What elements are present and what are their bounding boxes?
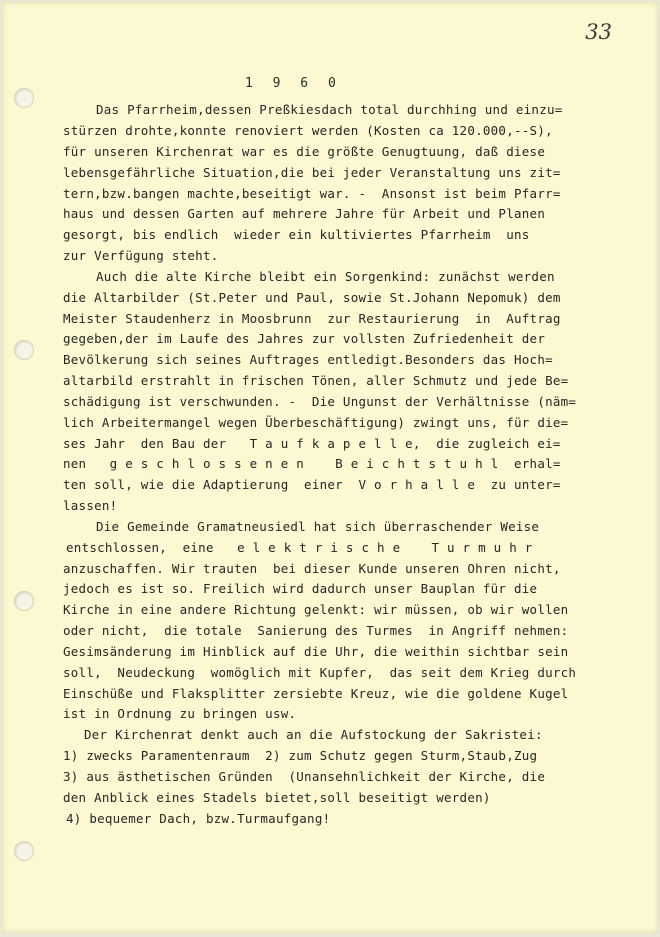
text-line: anzuschaffen. Wir trauten bei dieser Kunde unseren Ohren nicht, xyxy=(63,561,561,576)
text-line: Einschüße und Flaksplitter zersiebte Kreuz, wie die goldene Kugel xyxy=(63,686,569,701)
text-line: 3) aus ästhetischen Gründen (Unansehnlichkeit der Kirche, die xyxy=(63,769,546,784)
text-line: Gesimsänderung im Hinblick auf die Uhr, die weithin sichtbar sein xyxy=(63,644,569,659)
text-line: soll, Neudeckung womöglich mit Kupfer, das seit dem Krieg durch xyxy=(63,665,577,680)
text-line: tern,bzw.bangen machte,beseitigt war. - Ansonst ist beim Pfarr= xyxy=(63,186,561,201)
text-line: ten soll, wie die Adaptierung einer V o r h a l l e zu unter= xyxy=(63,477,561,492)
text-line: gegeben,der im Laufe des Jahres zur vollsten Zufriedenheit der xyxy=(63,331,546,346)
text-line: Meister Staudenherz in Moosbrunn zur Restaurierung in Auftrag xyxy=(63,311,561,326)
text-line: ses Jahr den Bau der T a u f k a p e l l e, die zugleich ei= xyxy=(63,436,561,451)
text-line: haus und dessen Garten auf mehrere Jahre für Arbeit und Planen xyxy=(63,206,546,221)
punch-hole xyxy=(14,841,34,861)
text-line: gesorgt, bis endlich wieder ein kultiviertes Pfarrheim uns xyxy=(63,227,530,242)
text-line: 4) bequemer Dach, bzw.Turmaufgang! xyxy=(66,811,331,826)
text-line: Kirche in eine andere Richtung gelenkt: wir müssen, ob wir wollen xyxy=(63,602,569,617)
text-line: Auch die alte Kirche bleibt ein Sorgenkind: zunächst werden xyxy=(96,269,555,284)
text-line: den Anblick eines Stadels bietet,soll beseitigt werden) xyxy=(63,790,491,805)
text-line: 1) zwecks Paramentenraum 2) zum Schutz gegen Sturm,Staub,Zug xyxy=(63,748,538,763)
text-line: entschlossen, eine e l e k t r i s c h e T u r m u h r xyxy=(66,540,533,555)
text-line: lebensgefährliche Situation,die bei jeder Veranstaltung uns zit= xyxy=(63,165,561,180)
text-line: schädigung ist verschwunden. - Die Ungunst der Verhältnisse (näm= xyxy=(63,394,577,409)
text-line: altarbild erstrahlt in frischen Tönen, aller Schmutz und jede Be= xyxy=(63,373,569,388)
text-line: stürzen drohte,konnte renoviert werden (Kosten ca 120.000,--S), xyxy=(63,123,553,138)
text-line: die Altarbilder (St.Peter und Paul, sowie St.Johann Nepomuk) dem xyxy=(63,290,561,305)
year-heading: 1 9 6 0 xyxy=(245,76,342,91)
punch-hole xyxy=(14,88,34,108)
text-line: Der Kirchenrat denkt auch an die Aufstockung der Sakristei: xyxy=(84,727,543,742)
text-line: Bevölkerung sich seines Auftrages entledigt.Besonders das Hoch= xyxy=(63,352,553,367)
text-line: lich Arbeitermangel wegen Überbeschäftigung) zwingt uns, für die= xyxy=(63,415,569,430)
page-number: 33 xyxy=(585,20,612,44)
text-line: für unseren Kirchenrat war es die größte Genugtuung, daß diese xyxy=(63,144,546,159)
text-line: ist in Ordnung zu bringen usw. xyxy=(63,706,297,721)
text-line: nen g e s c h l o s s e n e n B e i c h t s t u h l erhal= xyxy=(63,456,561,471)
text-line: oder nicht, die totale Sanierung des Turmes in Angriff nehmen: xyxy=(63,623,569,638)
punch-hole xyxy=(14,340,34,360)
text-line: jedoch es ist so. Freilich wird dadurch unser Bauplan für die xyxy=(63,581,538,596)
text-line: lassen! xyxy=(63,498,118,513)
punch-hole xyxy=(14,591,34,611)
document-page xyxy=(2,2,658,933)
text-line: Die Gemeinde Gramatneusiedl hat sich überraschender Weise xyxy=(96,519,540,534)
text-line: zur Verfügung steht. xyxy=(63,248,219,263)
text-line: Das Pfarrheim,dessen Preßkiesdach total durchhing und einzu= xyxy=(96,102,563,117)
